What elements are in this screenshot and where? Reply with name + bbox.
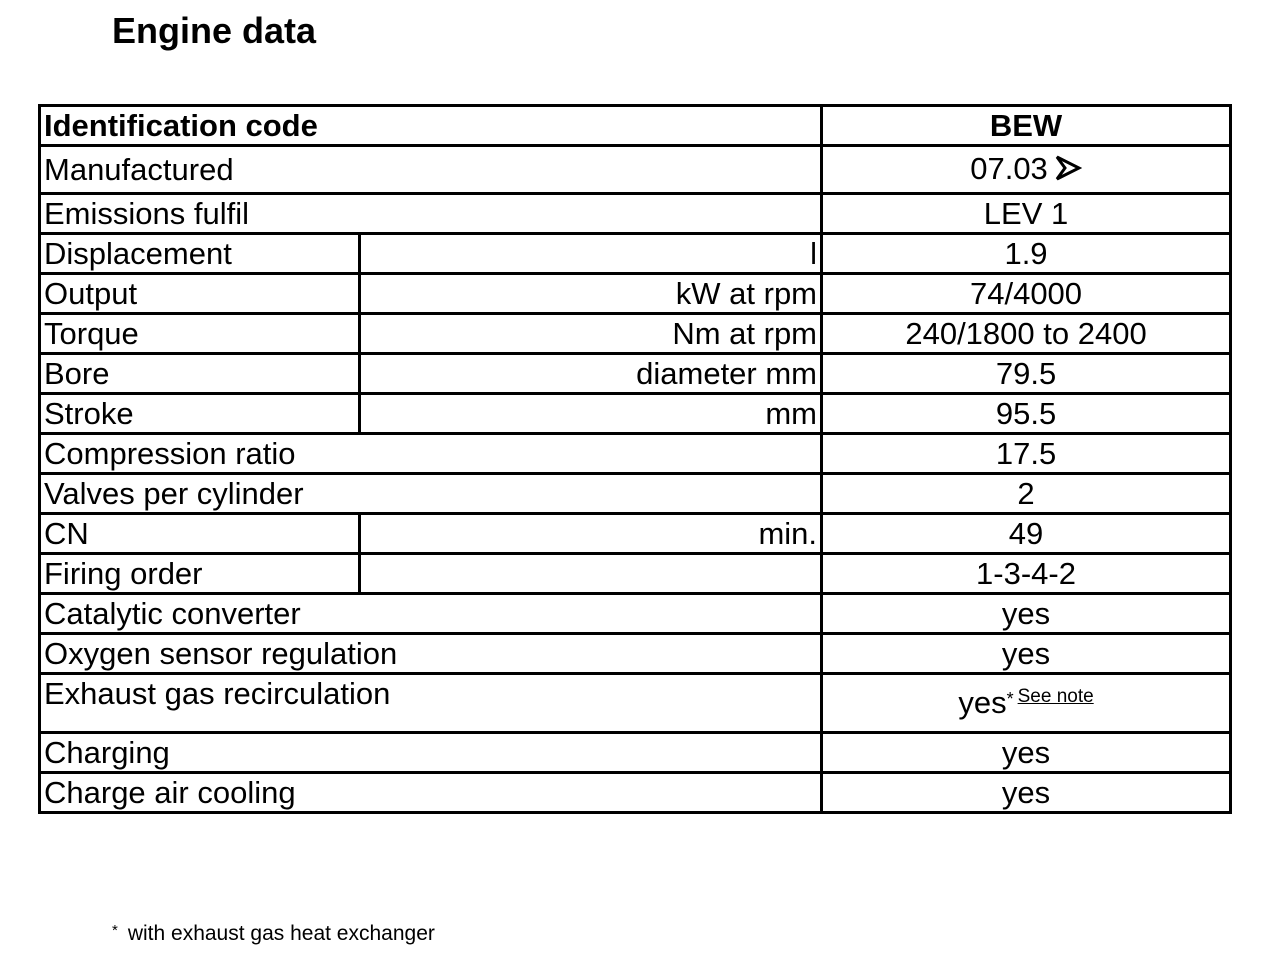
row-label: Valves per cylinder bbox=[40, 474, 822, 514]
row-label: Manufactured bbox=[40, 146, 822, 194]
row-value: 07.03 bbox=[970, 151, 1048, 186]
table-row bbox=[40, 106, 1231, 146]
table-row bbox=[40, 194, 1231, 234]
row-value: 79.5 bbox=[822, 354, 1231, 394]
row-unit: Nm at rpm bbox=[360, 314, 822, 354]
row-label: Output bbox=[40, 274, 360, 314]
row-value: yes bbox=[822, 773, 1231, 813]
row-label: Charge air cooling bbox=[40, 773, 822, 813]
row-label: Emissions fulfil bbox=[40, 194, 822, 234]
page-title: Engine data bbox=[112, 10, 317, 51]
table-row bbox=[40, 733, 1231, 773]
row-value: 1.9 bbox=[822, 234, 1231, 274]
row-label: Charging bbox=[40, 733, 822, 773]
table-row bbox=[40, 554, 1231, 594]
table-row bbox=[40, 274, 1231, 314]
row-value: 240/1800 to 2400 bbox=[822, 314, 1231, 354]
row-unit bbox=[360, 554, 822, 594]
engine-data-table bbox=[38, 104, 1232, 814]
table-row bbox=[40, 354, 1231, 394]
row-unit: l bbox=[360, 234, 822, 274]
table-row bbox=[40, 434, 1231, 474]
row-unit: min. bbox=[360, 514, 822, 554]
row-value: yes bbox=[958, 685, 1007, 720]
row-label: CN bbox=[40, 514, 360, 554]
table-row bbox=[40, 394, 1231, 434]
footnote-text: with exhaust gas heat exchanger bbox=[127, 922, 435, 945]
row-label: Displacement bbox=[40, 234, 360, 274]
table-row bbox=[40, 314, 1231, 354]
row-label: Firing order bbox=[40, 554, 360, 594]
row-unit: kW at rpm bbox=[360, 274, 822, 314]
row-label: Identification code bbox=[40, 106, 822, 146]
footnote-marker: * bbox=[1006, 689, 1014, 709]
arrow-right-icon bbox=[1054, 152, 1082, 189]
footnote-marker: * bbox=[112, 922, 118, 939]
row-value: yes bbox=[822, 733, 1231, 773]
row-label: Torque bbox=[40, 314, 360, 354]
table-row bbox=[40, 146, 1231, 194]
row-value: 1-3-4-2 bbox=[822, 554, 1231, 594]
see-note-link[interactable]: See note bbox=[1017, 686, 1094, 707]
row-value: yes bbox=[822, 594, 1231, 634]
table-row bbox=[40, 634, 1231, 674]
row-value: LEV 1 bbox=[822, 194, 1231, 234]
row-value: 17.5 bbox=[822, 434, 1231, 474]
row-label: Bore bbox=[40, 354, 360, 394]
row-value: 49 bbox=[822, 514, 1231, 554]
row-value: 95.5 bbox=[822, 394, 1231, 434]
row-value-cell bbox=[822, 146, 1231, 194]
row-unit: mm bbox=[360, 394, 822, 434]
row-value: 74/4000 bbox=[822, 274, 1231, 314]
row-label: Exhaust gas recirculation bbox=[40, 674, 822, 733]
table-row bbox=[40, 514, 1231, 554]
table-row bbox=[40, 594, 1231, 634]
table-row bbox=[40, 234, 1231, 274]
table-row bbox=[40, 773, 1231, 813]
table-row bbox=[40, 674, 1231, 733]
row-label: Oxygen sensor regulation bbox=[40, 634, 822, 674]
row-label: Catalytic converter bbox=[40, 594, 822, 634]
row-value: 2 bbox=[822, 474, 1231, 514]
footnote bbox=[112, 922, 435, 946]
row-value-cell bbox=[822, 674, 1231, 733]
row-value: yes bbox=[822, 634, 1231, 674]
row-label: Stroke bbox=[40, 394, 360, 434]
row-unit: diameter mm bbox=[360, 354, 822, 394]
row-value: BEW bbox=[822, 106, 1231, 146]
table-row bbox=[40, 474, 1231, 514]
row-label: Compression ratio bbox=[40, 434, 822, 474]
